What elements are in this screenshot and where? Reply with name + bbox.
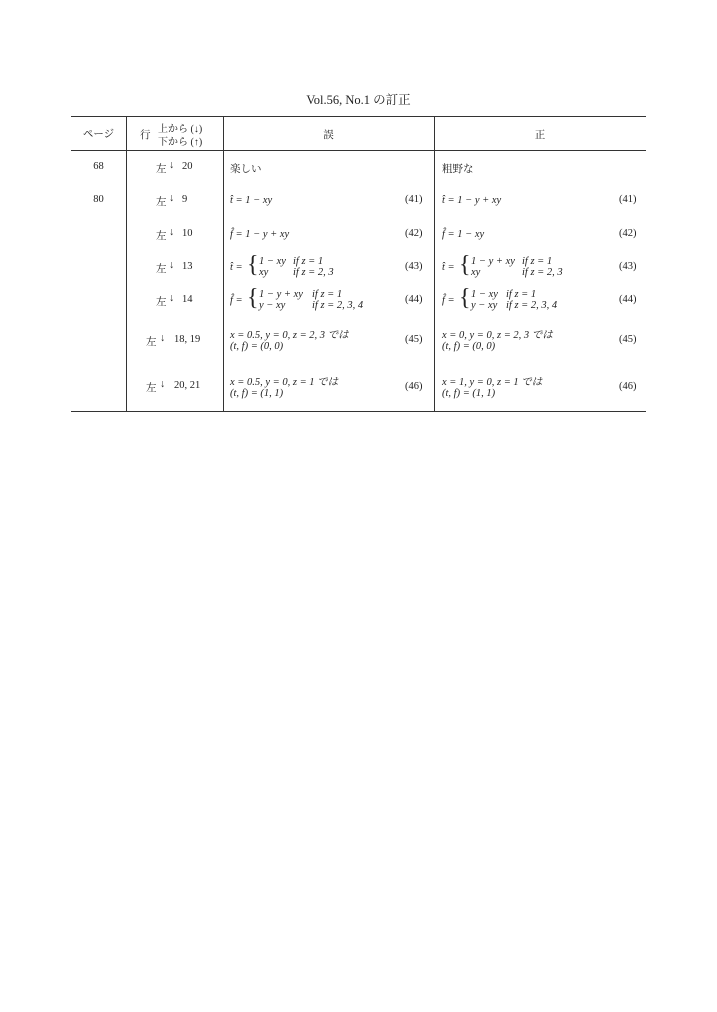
row-correct-equation-number: (45) (619, 334, 637, 345)
row-wrong-case2-cond: if z = 2, 3, 4 (312, 300, 364, 311)
row-wrong-line2: (t, f) = (1, 1) (230, 388, 284, 399)
row-correct-line1: x = 0, y = 0, z = 2, 3 では (442, 330, 553, 341)
table-bottom-rule (71, 411, 646, 412)
row-line: 20 (182, 161, 193, 172)
row-line: 20, 21 (174, 380, 201, 391)
row-wrong-case1-cond: if z = 1 (293, 256, 324, 267)
row-side: 左 (156, 297, 167, 308)
row-arrow: ↓ (169, 260, 175, 271)
row-correct-lhs: t̂ = (442, 262, 455, 273)
row-correct-equation-number: (44) (619, 294, 637, 305)
row-wrong-line1: x = 0.5, y = 0, z = 2, 3 では (230, 330, 349, 341)
page-title: Vol.56, No.1 の訂正 (306, 93, 411, 107)
left-brace: { (247, 252, 259, 278)
row-wrong-lhs: t̂ = (230, 262, 243, 273)
left-brace: { (459, 285, 471, 311)
row-correct-equation-number: (41) (619, 194, 637, 205)
row-line: 14 (182, 294, 193, 305)
header-page: ページ (82, 129, 115, 140)
row-correct-case1: 1 − y + xy (471, 256, 515, 267)
row-correct-line1: x = 1, y = 0, z = 1 では (442, 377, 543, 388)
row-arrow: ↓ (169, 227, 175, 238)
row-side: 左 (156, 231, 167, 242)
row-side: 左 (146, 337, 157, 348)
row-wrong-case1: 1 − xy (259, 256, 286, 267)
table-top-rule (71, 116, 646, 117)
row-correct-case1-cond: if z = 1 (506, 289, 537, 300)
row-side: 左 (146, 383, 157, 394)
row-side: 左 (156, 164, 167, 175)
left-brace: { (247, 285, 259, 311)
row-line: 18, 19 (174, 334, 201, 345)
row-correct-line2: (t, f) = (1, 1) (442, 388, 496, 399)
row-wrong-case1-cond: if z = 1 (312, 289, 343, 300)
row-arrow: ↓ (169, 193, 175, 204)
row-wrong-line1: x = 0.5, y = 0, z = 1 では (230, 377, 339, 388)
row-arrow: ↓ (160, 333, 166, 344)
row-wrong-equation: f̂ = 1 − y + xy (230, 229, 290, 240)
row-side: 左 (156, 264, 167, 275)
table-column-divider (126, 117, 127, 411)
row-correct-case1: 1 − xy (471, 289, 498, 300)
row-correct-line2: (t, f) = (0, 0) (442, 341, 496, 352)
row-wrong-equation-number: (44) (405, 294, 423, 305)
row-correct-case2-cond: if z = 2, 3, 4 (506, 300, 558, 311)
header-wrong: 誤 (323, 130, 334, 141)
row-line: 13 (182, 261, 193, 272)
row-wrong-case2-cond: if z = 2, 3 (293, 267, 334, 278)
row-wrong-equation-number: (46) (405, 381, 423, 392)
left-brace: { (459, 252, 471, 278)
row-correct-lhs: f̂ = (442, 295, 455, 306)
row-page: 68 (93, 161, 104, 172)
row-wrong-equation-number: (45) (405, 334, 423, 345)
row-side: 左 (156, 197, 167, 208)
row-wrong-case1: 1 − y + xy (259, 289, 303, 300)
row-correct-equation-number: (43) (619, 261, 637, 272)
row-wrong-case2: xy (259, 267, 269, 278)
row-correct-equation: t̂ = 1 − y + xy (442, 195, 502, 206)
header-from-top: 上から (↓) (158, 124, 203, 135)
row-wrong-line2: (t, f) = (0, 0) (230, 341, 284, 352)
row-correct-case2: y − xy (471, 300, 498, 311)
row-wrong-case2: y − xy (259, 300, 286, 311)
row-arrow: ↓ (169, 160, 175, 171)
row-wrong-equation-number: (42) (405, 228, 423, 239)
row-correct-equation-number: (42) (619, 228, 637, 239)
header-correct: 正 (534, 130, 546, 141)
table-column-divider (434, 117, 435, 411)
row-correct-case1-cond: if z = 1 (522, 256, 553, 267)
row-arrow: ↓ (160, 379, 166, 390)
row-correct-case2: xy (471, 267, 481, 278)
row-wrong-equation-number: (43) (405, 261, 423, 272)
row-wrong-lhs: f̂ = (230, 295, 243, 306)
row-line: 9 (182, 194, 188, 205)
row-arrow: ↓ (169, 293, 175, 304)
row-wrong-equation-number: (41) (405, 194, 423, 205)
row-wrong-equation: t̂ = 1 − xy (230, 195, 273, 206)
row-line: 10 (182, 228, 193, 239)
row-correct-equation: f̂ = 1 − xy (442, 229, 485, 240)
row-page: 80 (93, 194, 104, 205)
header-from-bottom: 下から (↑) (158, 137, 203, 148)
table-column-divider (223, 117, 224, 411)
row-correct-text: 粗野な (442, 164, 474, 175)
header-line: 行 (140, 130, 151, 141)
row-correct-equation-number: (46) (619, 381, 637, 392)
table-header-rule (71, 150, 646, 151)
row-wrong-text: 楽しい (230, 164, 262, 175)
row-correct-case2-cond: if z = 2, 3 (522, 267, 563, 278)
